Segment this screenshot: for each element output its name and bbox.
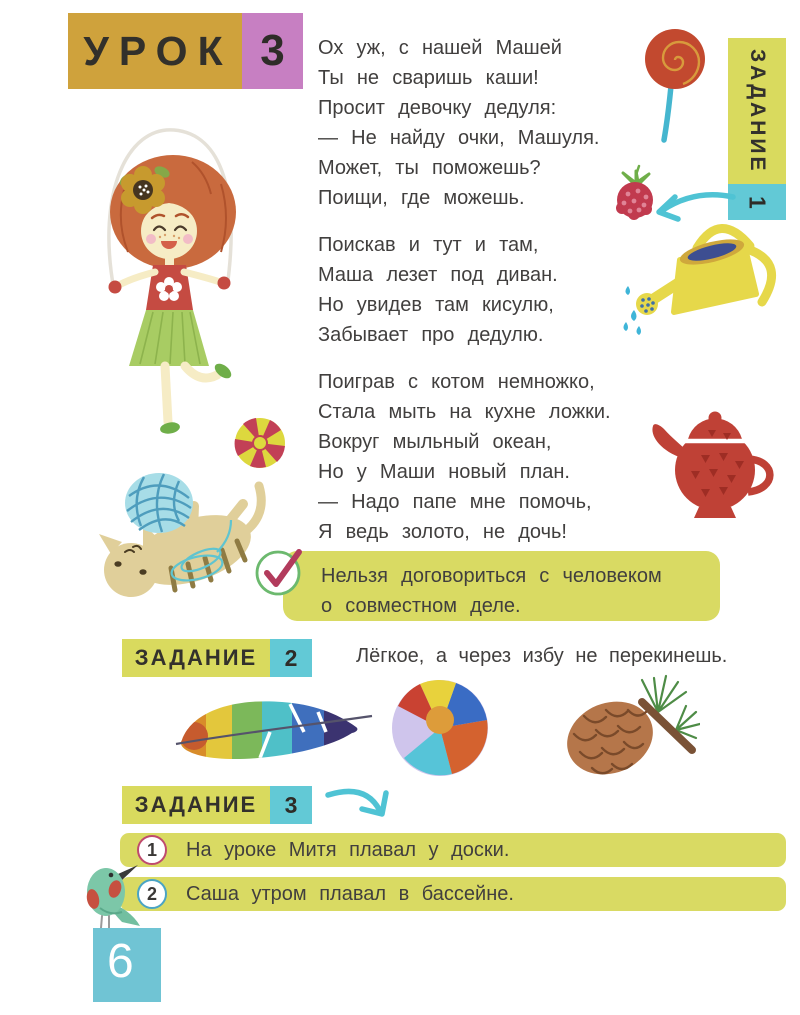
answer-line-1: Нельзя договориться с человеком bbox=[321, 565, 662, 587]
task-1-number-badge: 1 bbox=[728, 184, 786, 220]
watering-can-icon bbox=[622, 222, 792, 347]
poem-line: Стала мыть на кухне ложки. bbox=[318, 401, 611, 423]
sentence-bar-2 bbox=[120, 877, 786, 911]
lollipop-icon bbox=[635, 22, 715, 147]
poem-stanza-3 bbox=[318, 367, 611, 547]
task-2-label: ЗАДАНИЕ bbox=[122, 639, 270, 677]
poem-line: Поищи, где можешь. bbox=[318, 187, 525, 209]
poem-line: Я ведь золото, не дочь! bbox=[318, 521, 567, 543]
beach-ball-icon bbox=[390, 678, 490, 778]
bird-icon bbox=[78, 858, 154, 930]
arrow-right-down-icon bbox=[322, 781, 400, 833]
girl-jumping-rope-illustration bbox=[70, 112, 320, 452]
task-1-tab-label: ЗАДАНИЕ bbox=[728, 38, 786, 184]
poem-line: — Надо папе мне помочь, bbox=[318, 491, 592, 513]
pine-cone-icon bbox=[550, 672, 700, 790]
poem-line: Забывает про дедулю. bbox=[318, 324, 544, 346]
sentence-bar-1 bbox=[120, 833, 786, 867]
poem-line: Вокруг мыльный океан, bbox=[318, 431, 552, 453]
sentence-number-badge-2: 2 bbox=[137, 879, 167, 909]
poem-line: Поискав и тут и там, bbox=[318, 234, 539, 256]
task-3-label: ЗАДАНИЕ bbox=[122, 786, 270, 824]
lesson-number-badge: 3 bbox=[242, 13, 303, 89]
teapot-icon bbox=[645, 405, 780, 523]
poem-line: Просит девочку дедуля: bbox=[318, 97, 557, 119]
poem-stanza-2 bbox=[318, 230, 558, 350]
poem-line: Поиграв с котом немножко, bbox=[318, 371, 595, 393]
poem-line: Ты не сваришь каши! bbox=[318, 67, 539, 89]
poem-line: Но у Маши новый план. bbox=[318, 461, 570, 483]
riddle-text: Лёгкое, а через избу не перекинешь. bbox=[356, 645, 728, 667]
poem-line: Маша лезет под диван. bbox=[318, 264, 558, 286]
poem-line: Ох уж, с нашей Машей bbox=[318, 37, 562, 59]
poem-stanza-1 bbox=[318, 33, 599, 213]
poem-line: — Не найду очки, Машуля. bbox=[318, 127, 600, 149]
rainbow-feather-icon bbox=[172, 688, 377, 780]
task-3-number-badge: 3 bbox=[270, 786, 312, 824]
sentence-text: Саша утром плавал в бассейне. bbox=[186, 882, 514, 905]
answer-highlight bbox=[283, 551, 720, 621]
task-2-number-badge: 2 bbox=[270, 639, 312, 677]
page-number-badge: 6 bbox=[93, 928, 161, 1002]
answer-line-2: о совместном деле. bbox=[321, 595, 521, 617]
raspberry-icon bbox=[605, 163, 667, 223]
lesson-header-label: УРОК bbox=[68, 13, 242, 89]
cat-with-yarn-illustration bbox=[85, 458, 315, 628]
poem-line: Может, ты поможешь? bbox=[318, 157, 541, 179]
checkmark-icon bbox=[252, 546, 310, 598]
poem-line: Но увидев там кисулю, bbox=[318, 294, 554, 316]
sentence-number-badge-1: 1 bbox=[137, 835, 167, 865]
sentence-text: На уроке Митя плавал у доски. bbox=[186, 838, 510, 861]
